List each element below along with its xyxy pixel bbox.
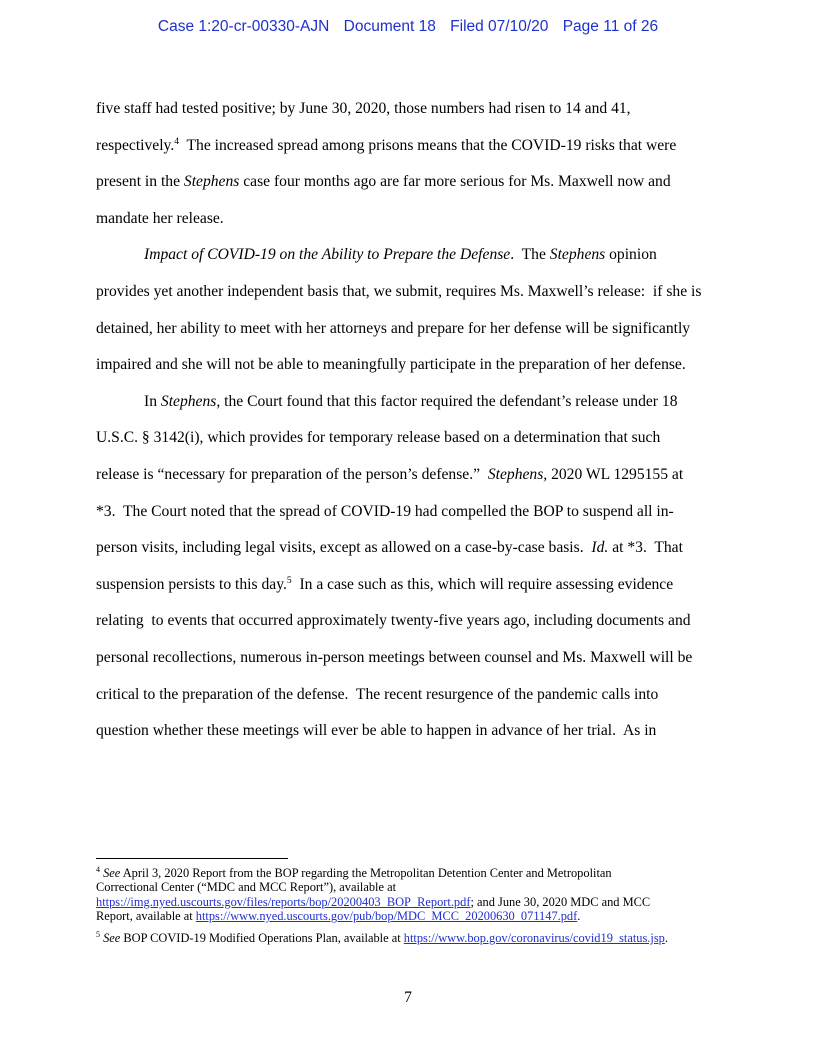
case-header [0, 18, 816, 36]
body-line: release is “necessary for preparation of the person’s defense.” Stephens, 2020 WL 1295155 at [96, 465, 684, 483]
footnotes [96, 866, 722, 952]
body-line: provides yet another independent basis that, we submit, requires Ms. Maxwell’s release: if she is [96, 282, 702, 300]
body-line: relating to events that occurred approximately twenty-five years ago, including documents and [96, 612, 691, 630]
body-line: suspension persists to this day.$^5$ In a case such as this, which will require assessing evidence [96, 575, 674, 593]
body-line: respectively.$^4$ The increased spread among prisons means that the COVID-19 risks that were [96, 136, 677, 154]
body-line: *3. The Court noted that the spread of COVID-19 had compelled the BOP to suspend all in- [96, 502, 674, 520]
body-line: detained, her ability to meet with her attorneys and prepare for her defense will be significantly [96, 319, 691, 337]
body-line: mandate her release. [96, 209, 224, 227]
body-line: present in the Stephens case four months ago are far more serious for Ms. Maxwell now and [96, 173, 671, 191]
footnote-5: $^5$ See BOP COVID-19 Modified Operations Plan, available at https://www.bop.gov/coronavirus/covid19_status.jsp. [96, 929, 668, 945]
mdc-mcc-report-link[interactable]: https://www.nyed.uscourts.gov/pub/bop/MDC_MCC_20200630_071147.pdf [195, 909, 578, 924]
body-line: Impact of COVID-19 on the Ability to Prepare the Defense. The Stephens opinion [144, 246, 657, 264]
footnote-ref-4[interactable]: 4 [174, 136, 179, 147]
page-of-total: Page 11 of 26 [562, 18, 659, 35]
footnote-mark: 4 [96, 865, 100, 874]
bop-report-link[interactable]: https://img.nyed.uscourts.gov/files/reports/bop/20200403_BOP_Report.pdf [96, 894, 471, 909]
page-number: 7 [404, 989, 412, 1006]
body-line: critical to the preparation of the defense. The recent resurgence of the pandemic calls into [96, 685, 659, 703]
footnote-ref-5[interactable]: 5 [286, 575, 292, 586]
footnote-4: $^4$ See April 3, 2020 Report from the BOP regarding the Metropolitan Detention Center and Metropolitan Correctional Center (“MDC and MCC Report”), available at https://img.nyed.uscourts.gov/files/reports/bop/20200403_BOP_Report.pdf; and June 30, 2020 MDC and MCC Report, available at https://www.nyed.uscourts.gov/pub/bop/MDC_MCC_20200630_071147.pdf. [96, 865, 651, 924]
body-text [96, 91, 722, 750]
body-line: impaired and she will not be able to meaningfully participate in the preparation of her defense. [96, 356, 686, 374]
footnote-mark: 5 [96, 929, 100, 939]
filed-date: Filed 07/10/20 [450, 18, 549, 35]
body-line: person visits, including legal visits, except as allowed on a case-by-case basis. Id. at *3. That [96, 539, 683, 557]
body-line: question whether these meetings will ever be able to happen in advance of her trial. As in [96, 722, 657, 740]
body-line: personal recollections, numerous in-person meetings between counsel and Ms. Maxwell will be [96, 648, 693, 666]
footnote-divider [96, 858, 288, 859]
section-heading: Impact of COVID-19 on the Ability to Prepare the Defense [144, 246, 511, 264]
bop-covid-status-link[interactable]: https://www.bop.gov/coronavirus/covid19_status.jsp [403, 930, 665, 945]
body-line: U.S.C. § 3142(i), which provides for temporary release based on a determination that such [96, 429, 661, 447]
document-number: Document 18 [343, 18, 436, 35]
body-line: five staff had tested positive; by June 30, 2020, those numbers had risen to 14 and 41, [96, 100, 631, 117]
body-line: In Stephens, the Court found that this factor required the defendant’s release under 18 [144, 392, 678, 410]
case-number: Case 1:20-cr-00330-AJN [157, 18, 330, 35]
